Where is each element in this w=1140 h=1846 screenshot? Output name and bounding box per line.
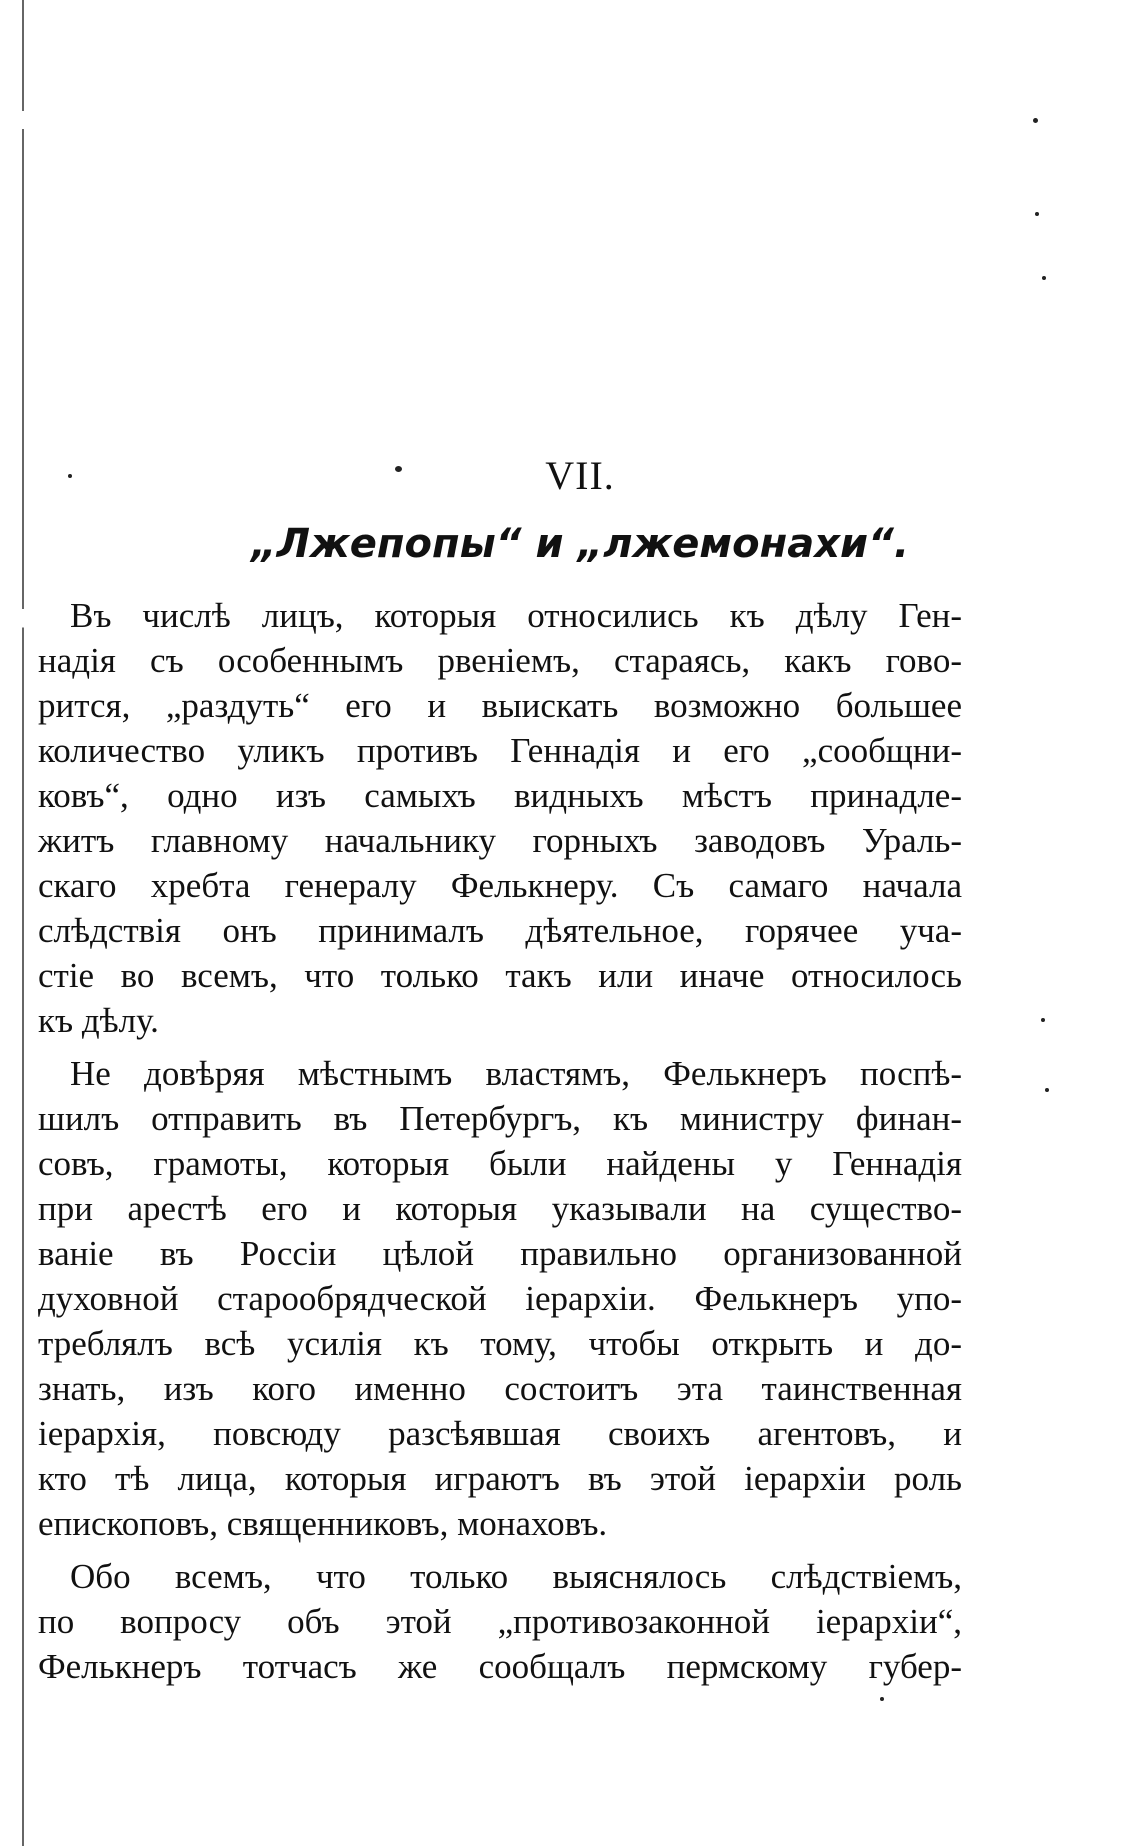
text-line: количество уликъ противъ Геннадія и его „сообщни- [38, 731, 962, 770]
body-text [38, 593, 962, 1697]
text-line: Обо всемъ, что только выяснялось слѣдствіемъ, [70, 1557, 962, 1596]
text-line: шилъ отправить въ Петербургъ, къ министру финан- [38, 1099, 962, 1138]
scan-speck [1041, 1018, 1045, 1022]
text-line: рится, „раздуть“ его и выискать возможно большее [38, 686, 962, 725]
chapter-title: „Лжепопы“ и „лжемонахи“. [250, 521, 910, 567]
text-line: скаго хребта генералу Фелькнеру. Съ самаго начала [38, 866, 962, 905]
text-line: кто тѣ лица, которыя играютъ въ этой іерархіи роль [38, 1459, 962, 1498]
text-line: треблялъ всѣ усилія къ тому, чтобы открыть и до- [38, 1324, 962, 1363]
paragraph-1 [38, 593, 962, 1043]
text-line: совъ, грамоты, которыя были найдены у Геннадія [38, 1144, 962, 1183]
scan-speck [1045, 1088, 1049, 1092]
scan-speck [1042, 276, 1046, 280]
scan-speck [1035, 212, 1039, 216]
text-line: при арестѣ его и которыя указывали на существо- [38, 1189, 962, 1228]
text-line: епископовъ, священниковъ, монаховъ. [38, 1504, 608, 1543]
scan-speck [1033, 118, 1038, 123]
page-edge-rule [22, 0, 24, 1846]
text-line: слѣдствія онъ принималъ дѣятельное, горячее уча- [38, 911, 962, 950]
text-line: стіе во всемъ, что только такъ или иначе относилось [38, 956, 962, 995]
text-line: іерархія, повсюду разсѣявшая своихъ агентовъ, и [38, 1414, 962, 1453]
text-line: Въ числѣ лицъ, которыя относились къ дѣлу Ген- [70, 596, 962, 635]
text-line: духовной старообрядческой іерархіи. Фелькнеръ упо- [38, 1279, 962, 1318]
chapter-number: VII. [545, 453, 615, 498]
text-line: ваніе въ Россіи цѣлой правильно организованной [38, 1234, 962, 1273]
text-line: ковъ“, одно изъ самыхъ видныхъ мѣстъ принадле- [38, 776, 962, 815]
paragraph-3 [38, 1554, 962, 1689]
text-line: Фелькнеръ тотчасъ же сообщалъ пермскому губер- [38, 1647, 962, 1686]
text-line: надія съ особеннымъ рвеніемъ, стараясь, какъ гово- [38, 641, 962, 680]
text-line: житъ главному начальнику горныхъ заводовъ Ураль- [38, 821, 962, 860]
text-line: знать, изъ кого именно состоитъ эта таинственная [38, 1369, 962, 1408]
text-line: Не довѣряя мѣстнымъ властямъ, Фелькнеръ поспѣ- [70, 1054, 962, 1093]
paragraph-2 [38, 1051, 962, 1546]
scan-speck [880, 1697, 884, 1701]
text-line: по вопросу объ этой „противозаконной іерархіи“, [38, 1602, 962, 1641]
text-line: къ дѣлу. [38, 1001, 159, 1040]
